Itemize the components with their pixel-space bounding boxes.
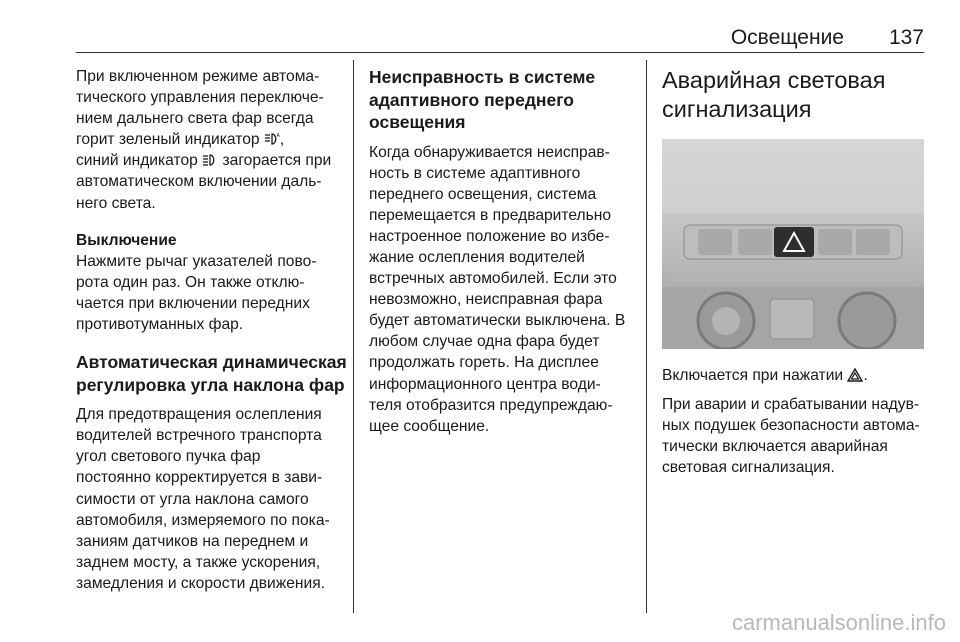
column-divider-1 <box>353 60 354 613</box>
body-line: тически включается аварийная <box>662 438 888 456</box>
column-3 <box>662 66 926 478</box>
body-line: информационного центра води- <box>369 375 601 393</box>
intro-line <box>76 129 348 150</box>
section-line: заднем мосту, а также ускорения, <box>76 553 321 571</box>
caption-period: . <box>863 367 868 384</box>
section-line: симости от угла наклона самого <box>76 490 309 508</box>
off-line: рота один раз. Он также отклю- <box>76 273 305 291</box>
off-line: противотуманных фар. <box>76 316 244 334</box>
body-line: перемещается в предварительно <box>369 206 612 224</box>
body-line: настроенное положение во избе- <box>369 227 610 245</box>
svg-text:A: A <box>276 133 280 140</box>
body-line: щее сообщение. <box>369 417 490 435</box>
page-title: Освещение <box>730 26 844 49</box>
section-heading: адаптивного переднего <box>369 89 574 110</box>
body-line: невозможно, неисправная фара <box>369 291 603 309</box>
off-line: чается при включении передних <box>76 294 310 312</box>
auto-high-beam-indicator-icon <box>264 132 280 146</box>
section-line: заниям датчиков на переднем и <box>76 532 309 550</box>
intro-text: синий индикатор <box>76 152 198 170</box>
section-line: автомобиля, измеряемого по пока- <box>76 511 330 529</box>
hazard-switch-photo <box>662 139 924 349</box>
page-header <box>76 26 924 53</box>
section-line: постоянно корректируется в зави- <box>76 469 323 487</box>
caption-line <box>662 365 926 386</box>
intro-text: загорается при <box>222 152 332 170</box>
section-heading: регулировка угла наклона фар <box>76 374 345 395</box>
column-2 <box>369 66 634 437</box>
body-line: переднего освещения, система <box>369 185 597 203</box>
page-number: 137 <box>888 26 924 49</box>
section-heading-large: Аварийная световая <box>662 67 886 93</box>
intro-line: тического управления переключе- <box>76 89 324 107</box>
body-line: жание ослепления водителей <box>369 248 585 266</box>
body-line: встречных автомобилей. Если это <box>369 270 617 288</box>
hazard-warning-icon <box>847 368 863 382</box>
off-line: Нажмите рычаг указателей пово- <box>76 252 317 270</box>
section-heading-large: сигнализация <box>662 95 812 122</box>
body-line: ность в системе адаптивного <box>369 164 581 182</box>
high-beam-indicator-icon <box>202 153 218 167</box>
body-line: ных подушек безопасности автома- <box>662 417 920 435</box>
caption-text: Включается при нажатии <box>662 367 844 384</box>
section-line: Для предотвращения ослепления <box>76 406 322 424</box>
section-line: угол светового пучка фар <box>76 448 261 466</box>
intro-comma: , <box>279 131 285 149</box>
column-divider-2 <box>646 60 647 613</box>
section-line: замедления и скорости движения. <box>76 574 325 592</box>
body-line: световая сигнализация. <box>662 459 835 477</box>
body-line: будет автоматически выключена. В <box>369 312 626 330</box>
section-heading: освещения <box>369 112 466 132</box>
watermark: carmanualsonline.info <box>731 610 946 635</box>
intro-text: горит зеленый индикатор <box>76 131 260 149</box>
intro-line: При включенном режиме автома- <box>76 68 320 85</box>
column-1 <box>76 66 348 594</box>
intro-line: автоматическом включении даль- <box>76 173 322 191</box>
body-line: При аварии и срабатывании надув- <box>662 396 920 414</box>
section-line: водителей встречного транспорта <box>76 427 322 445</box>
body-line: Когда обнаруживается неисправ- <box>369 143 610 161</box>
section-heading: Автоматическая динамическая <box>76 352 347 373</box>
body-line: продолжать гореть. На дисплее <box>369 354 599 372</box>
body-line: любом случае одна фара будет <box>369 333 600 351</box>
intro-line <box>76 150 348 171</box>
intro-line: него света. <box>76 194 156 212</box>
section-heading: Неисправность в системе <box>369 67 596 87</box>
subheading-off: Выключение <box>76 231 177 249</box>
body-line: теля отобразится предупреждаю- <box>369 396 613 414</box>
intro-line: нием дальнего света фар всегда <box>76 110 314 128</box>
